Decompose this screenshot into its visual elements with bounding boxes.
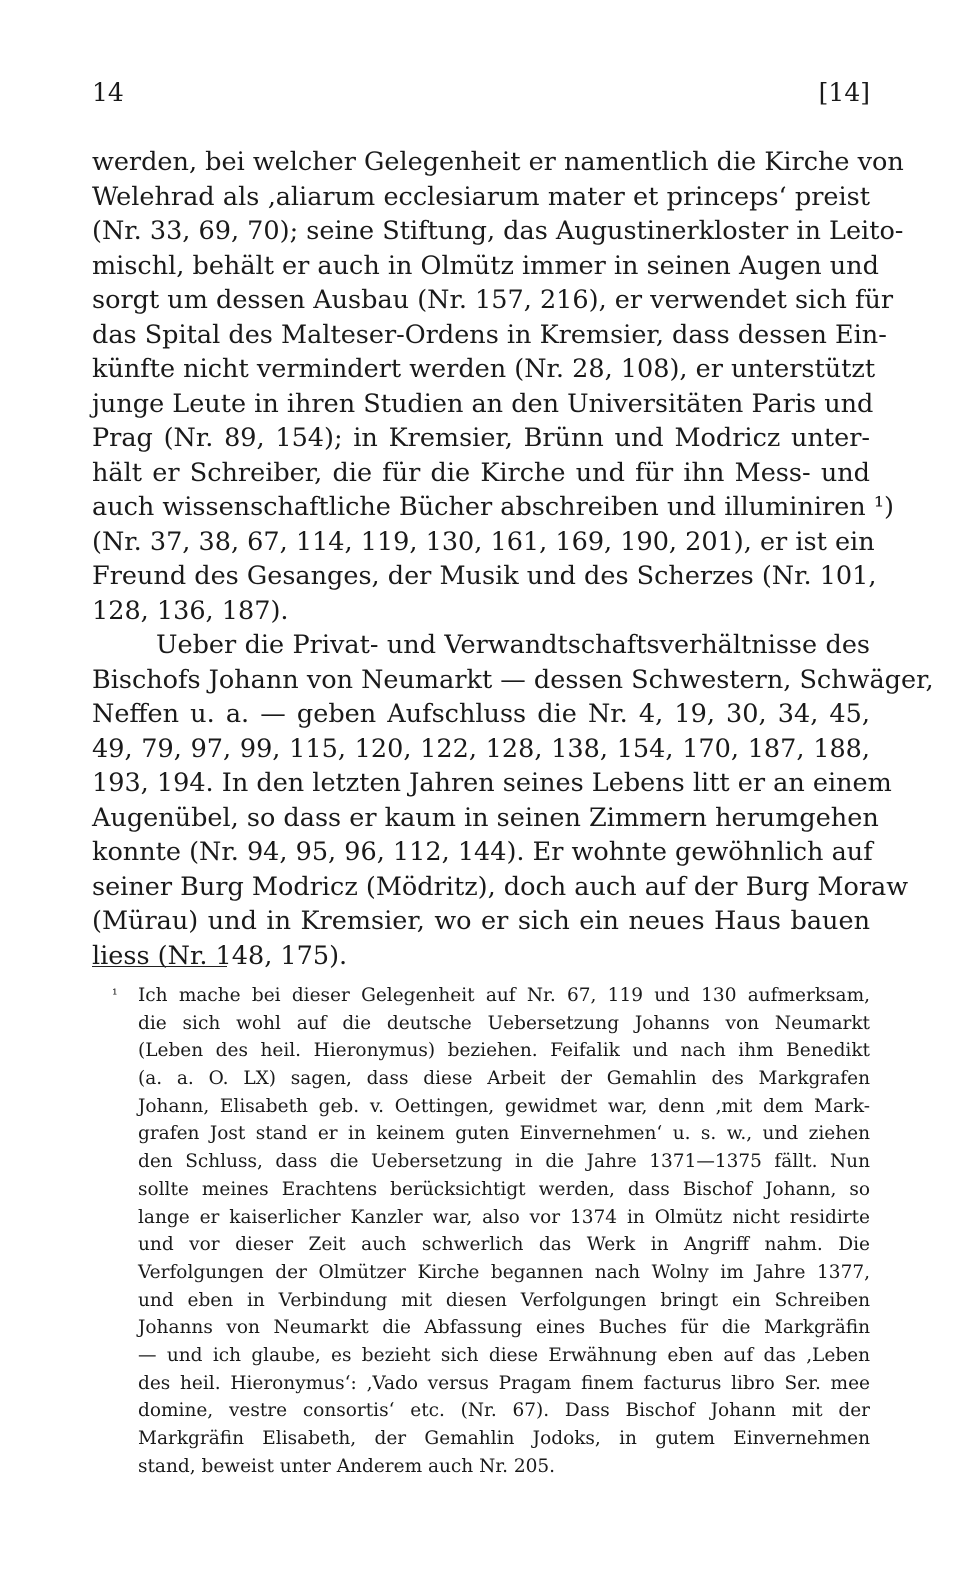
page-number-left: 14 [92, 78, 124, 107]
body-line: Augenübel, so dass er kaum in seinen Zimmern herumgehen [92, 802, 879, 833]
body-line: Bischofs Johann von Neumarkt — dessen Schwestern, Schwäger, [92, 664, 934, 695]
body-line: 128, 136, 187). [92, 595, 289, 626]
body-line: Welehrad als ‚aliarum ecclesiarum mater et princeps‘ preist [92, 181, 870, 212]
body-text [92, 145, 934, 973]
body-line: Neffen u. a. — geben Aufschluss die Nr. 4, 19, 30, 34, 45, [92, 699, 870, 729]
page-header [92, 78, 870, 110]
body-line: sorgt um dessen Ausbau (Nr. 157, 216), er verwendet sich für [92, 285, 894, 315]
footnote-line: sollte meines Erachtens berücksichtigt werden, dass Bischof Johann, so [138, 1178, 870, 1200]
footnote-line: (Leben des heil. Hieronymus) beziehen. Feifalik und nach ihm Benedikt [138, 1040, 870, 1062]
footnote-line: Johanns von Neumarkt die Abfassung eines Buches für die Markgräfin [138, 1317, 870, 1339]
body-line: das Spital des Malteser-Ordens in Kremsier, dass dessen Ein- [92, 319, 887, 350]
body-line: Freund des Gesanges, der Musik und des Scherzes (Nr. 101, [92, 561, 877, 591]
footnote-line: — und ich glaube, es bezieht sich diese Erwähnung eben auf das ‚Leben [138, 1344, 870, 1366]
footnote-line: domine, vestre consortis‘ etc. (Nr. 67). Dass Bischof Johann mit der [138, 1400, 870, 1422]
body-line: mischl, behält er auch in Olmütz immer in seinen Augen und [92, 250, 879, 281]
footnote-line: Ich mache bei dieser Gelegenheit auf Nr. 67, 119 und 130 aufmerksam, [138, 985, 870, 1006]
footnote-line: den Schluss, dass die Uebersetzung in die Jahre 1371—1375 fällt. Nun [138, 1151, 870, 1173]
footnote-line: und vor dieser Zeit auch schwerlich das Werk in Angriff nahm. Die [138, 1234, 870, 1256]
footnote-line: stand, beweist unter Anderem auch Nr. 205. [138, 1455, 556, 1477]
body-line: auch wissenschaftliche Bücher abschreiben und illuminiren ¹) [92, 492, 895, 522]
footnote-line: die sich wohl auf die deutsche Uebersetzung Johanns von Neumarkt [138, 1012, 870, 1034]
footnote-line: grafen Jost stand er in keinem guten Einvernehmen‘ u. s. w., und ziehen [138, 1123, 870, 1145]
body-line: seiner Burg Modricz (Mödritz), doch auch auf der Burg Moraw [92, 871, 909, 902]
body-line: junge Leute in ihren Studien an den Universitäten Paris und [92, 388, 874, 419]
page-number-right: [14] [818, 78, 870, 107]
body-line: Ueber die Privat- und Verwandtschaftsverhältnisse des [156, 630, 870, 660]
body-line: 49, 79, 97, 99, 115, 120, 122, 128, 138, 154, 170, 187, 188, [92, 733, 870, 764]
footnote-line: Johann, Elisabeth geb. v. Oettingen, gewidmet war, denn ‚mit dem Mark- [138, 1095, 870, 1117]
footnote-text [138, 982, 870, 1480]
body-line: (Mürau) und in Kremsier, wo er sich ein neues Haus bauen [92, 906, 870, 936]
body-line: (Nr. 33, 69, 70); seine Stiftung, das Augustinerkloster in Leito- [92, 216, 904, 246]
body-line: hält er Schreiber, die für die Kirche und für ihn Mess- und [92, 457, 870, 488]
footnote-line: des heil. Hieronymus‘: ‚Vado versus Pragam finem facturus libro Ser. mee [138, 1372, 870, 1394]
body-line: konnte (Nr. 94, 95, 96, 112, 144). Er wohnte gewöhnlich auf [92, 837, 873, 867]
body-line: künfte nicht vermindert werden (Nr. 28, 108), er unterstützt [92, 354, 876, 384]
body-line: liess (Nr. 148, 175). [92, 940, 348, 971]
footnote-line: (a. a. O. LX) sagen, dass diese Arbeit der Gemahlin des Markgrafen [138, 1068, 870, 1090]
footnote-line: Verfolgungen der Olmützer Kirche begannen nach Wolny im Jahre 1377, [138, 1261, 870, 1283]
body-line: 193, 194. In den letzten Jahren seines Lebens litt er an einem [92, 768, 892, 798]
footnote-line: und eben in Verbindung mit diesen Verfolgungen bringt ein Schreiben [138, 1289, 870, 1311]
footnote-line: Markgräfin Elisabeth, der Gemahlin Jodoks, in gutem Einvernehmen [138, 1428, 870, 1449]
body-line: werden, bei welcher Gelegenheit er namentlich die Kirche von [92, 147, 904, 177]
body-line: Prag (Nr. 89, 154); in Kremsier, Brünn und Modricz unter- [92, 423, 870, 453]
footnote-marker: ¹ [112, 987, 118, 1003]
footnote-separator [92, 966, 227, 967]
footnote-line: lange er kaiserlicher Kanzler war, also vor 1374 in Olmütz nicht residirte [138, 1206, 870, 1228]
body-line: (Nr. 37, 38, 67, 114, 119, 130, 161, 169, 190, 201), er ist ein [92, 526, 875, 557]
